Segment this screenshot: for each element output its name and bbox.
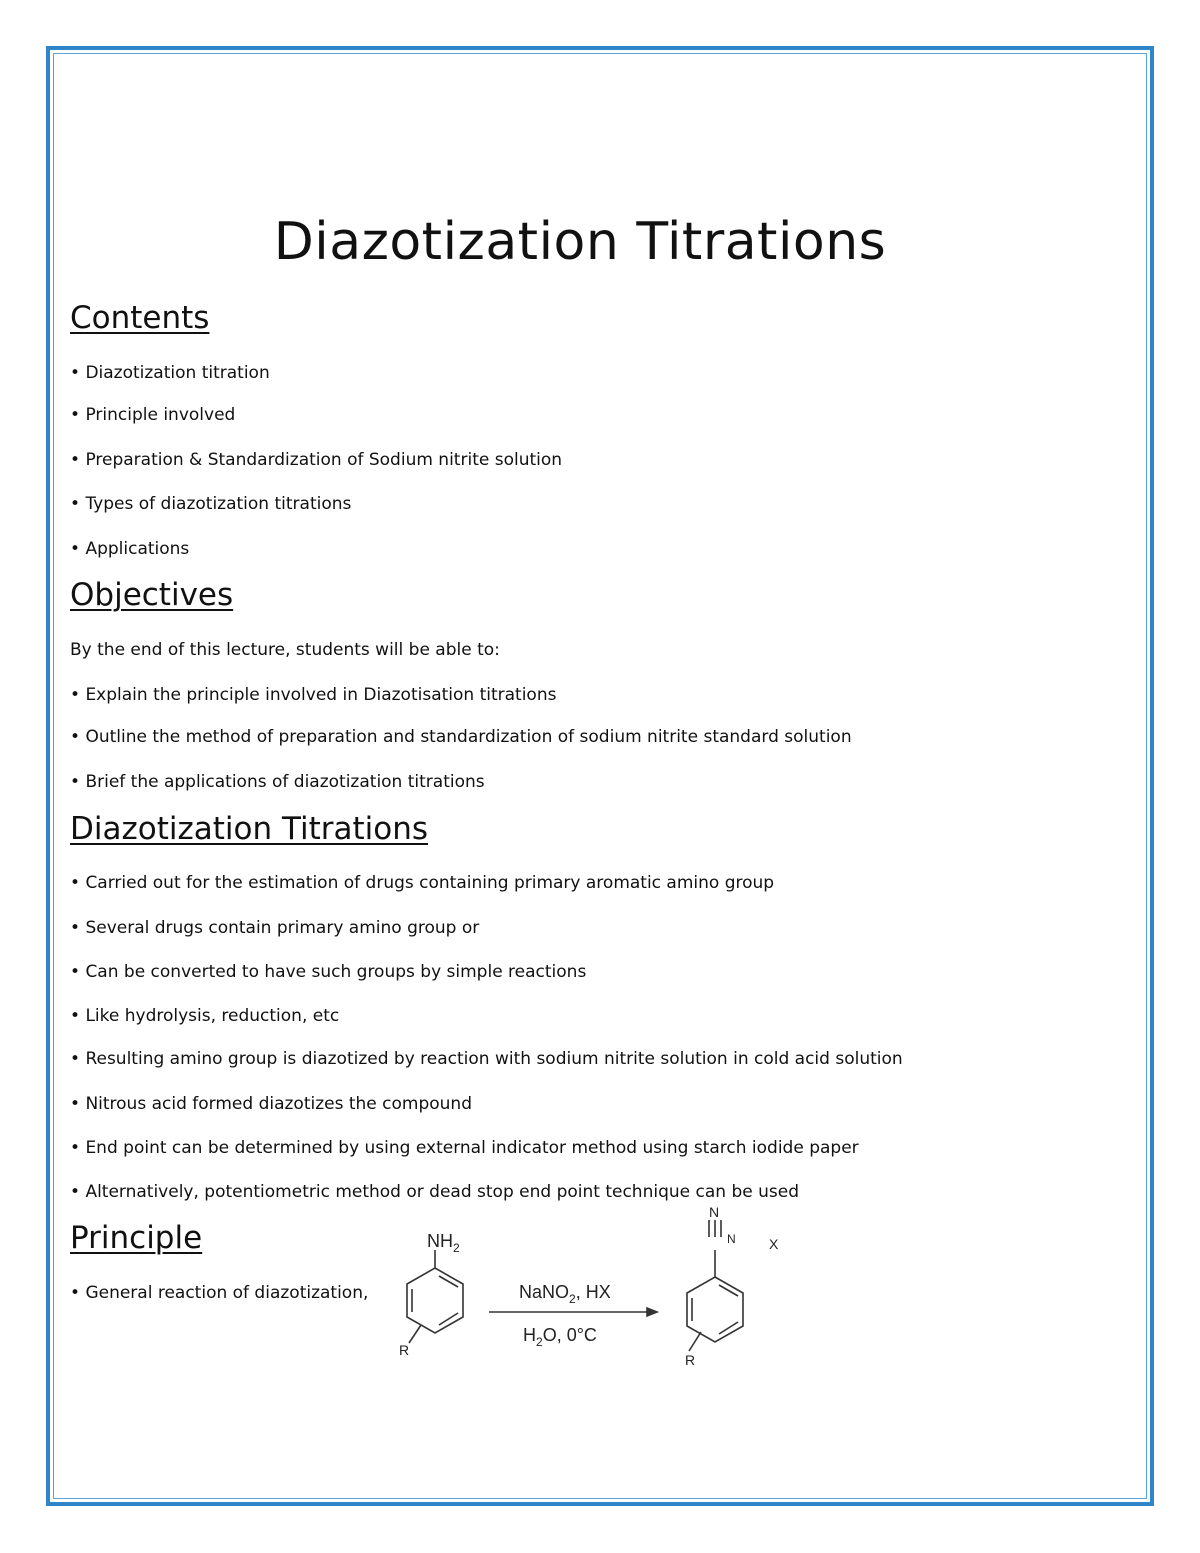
objectives-item: • Outline the method of preparation and standardization of sodium nitrite standard solution — [70, 727, 852, 747]
reagent-bottom-label: $H_2O$, 0°C — [523, 1325, 597, 1349]
objectives-heading: Objectives — [70, 577, 234, 613]
diazotization-reaction-diagram — [395, 1205, 815, 1380]
contents-item: • Principle involved — [70, 405, 235, 425]
diazotization-item: • End point can be determined by using external indicator method using starch iodide paper — [70, 1138, 859, 1158]
diazotization-item: • Can be converted to have such groups by simple reactions — [70, 962, 586, 982]
diazotization-item: • Like hydrolysis, reduction, etc — [70, 1006, 339, 1026]
counter-ion-label: X — [769, 1236, 779, 1252]
page-title: Diazotization Titrations — [273, 212, 887, 272]
principle-item: • General reaction of diazotization, — [70, 1283, 368, 1303]
reactant-benzene-ring — [407, 1250, 463, 1343]
diazotization-item: • Alternatively, potentiometric method or dead stop end point technique can be used — [70, 1182, 799, 1202]
objectives-item: • Explain the principle involved in Diazotisation titrations — [70, 685, 556, 705]
diazotization-item: • Carried out for the estimation of drugs containing primary aromatic amino group — [70, 873, 774, 893]
objectives-intro: By the end of this lecture, students will be able to: — [70, 640, 500, 660]
reaction-arrow — [489, 1308, 657, 1316]
contents-heading: Contents — [70, 300, 210, 336]
product-substituent-label: R — [685, 1352, 696, 1368]
product-n-top-label: N — [709, 1205, 720, 1220]
contents-item: • Types of diazotization titrations — [70, 494, 351, 514]
diazotization-item: • Nitrous acid formed diazotizes the compound — [70, 1094, 472, 1114]
contents-item: • Applications — [70, 539, 189, 559]
contents-item: • Preparation & Standardization of Sodium nitrite solution — [70, 450, 562, 470]
amine-group-label: $NH_2$ — [427, 1231, 460, 1255]
reagent-top-label: NaNO$_2$, HX — [519, 1282, 611, 1306]
diazotization-item: • Resulting amino group is diazotized by reaction with sodium nitrite solution in cold acid solution — [70, 1049, 903, 1069]
contents-item: • Diazotization titration — [70, 363, 270, 383]
principle-heading: Principle — [70, 1220, 203, 1256]
objectives-item: • Brief the applications of diazotization titrations — [70, 772, 485, 792]
diazotization-item: • Several drugs contain primary amino group or — [70, 918, 479, 938]
diazotization-heading: Diazotization Titrations — [70, 811, 429, 847]
product-n-bottom-label: N — [727, 1232, 736, 1246]
reactant-substituent-label: R — [399, 1342, 410, 1358]
